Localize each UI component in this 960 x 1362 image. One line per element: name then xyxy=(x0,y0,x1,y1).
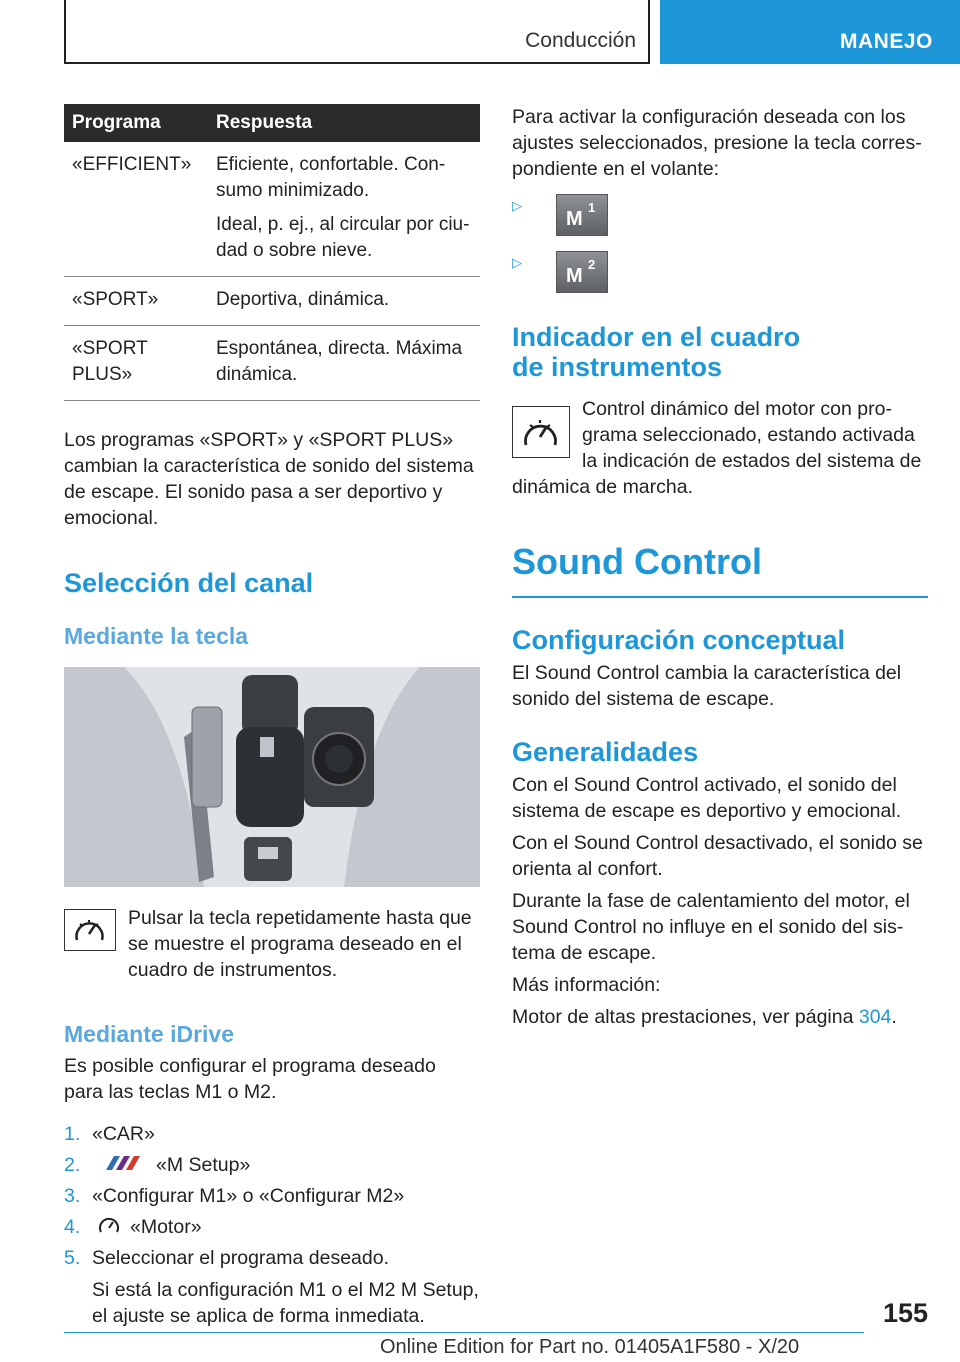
step-number: 3. xyxy=(64,1185,81,1207)
table-header-program: Programa xyxy=(64,104,208,142)
idrive-heading: Mediante iDrive xyxy=(64,1021,234,1047)
reference-end: . xyxy=(891,1006,897,1028)
m1-button-icon xyxy=(556,194,608,236)
general-heading: Generalidades xyxy=(512,737,699,767)
indicator-heading xyxy=(512,322,928,382)
left-column xyxy=(64,104,480,1334)
idrive-paragraph: Es posible configurar el programa deseado para las teclas M1 o M2. xyxy=(64,1055,436,1103)
step-text: «CAR» xyxy=(92,1123,155,1145)
general-paragraph-1: Con el Sound Control activado, el sonido del sistema de escape es deportivo y emocional. xyxy=(512,774,902,822)
programs-paragraph: Los programas «SPORT» y «SPORT PLUS» cambian la característica de sonido del sistema de escape. El sonido pasa a ser deportivo y emocional. xyxy=(64,429,474,529)
header-section: Conducción xyxy=(525,29,636,52)
step-number: 1. xyxy=(64,1123,81,1145)
concept-heading: Configuración conceptual xyxy=(512,625,846,655)
step-number: 2. xyxy=(64,1154,81,1176)
steps-list xyxy=(64,1121,480,1329)
general-paragraph-3: Durante la fase de calentamiento del motor, el Sound Control no influye en el sonido del sistema de escape. xyxy=(512,890,910,964)
list-item xyxy=(64,1121,480,1147)
m1-digit: 1 xyxy=(588,200,596,215)
table-cell-program: «EFFICIENT» xyxy=(64,142,208,277)
footer-rule xyxy=(64,1332,864,1333)
console-photo xyxy=(64,667,480,887)
table-cell-program: «SPORT» xyxy=(64,277,208,326)
m-setup-icon xyxy=(100,1152,148,1174)
table-row xyxy=(64,142,480,277)
indicator-paragraph: Control dinámico del motor con programa seleccionado, estando activada la indicación de estados del sistema de dinámica de marcha. xyxy=(512,398,922,498)
engine-gauge-icon xyxy=(96,1214,122,1236)
footer-edition: Online Edition for Part no. 01405A1F580 - X/20 xyxy=(380,1336,800,1358)
program-table xyxy=(64,104,480,401)
table-row xyxy=(64,277,480,326)
m1-letter: M xyxy=(566,208,584,230)
header-chapter-tab[interactable]: MANEJO xyxy=(660,0,960,64)
key-paragraph-block xyxy=(64,905,480,983)
reference-paragraph xyxy=(512,1004,928,1030)
triangle-bullet-icon: ▷ xyxy=(512,255,522,270)
sound-control-rule xyxy=(512,596,928,598)
step-text: «Motor» xyxy=(130,1216,202,1238)
reference-text: Motor de altas prestaciones, ver página xyxy=(512,1006,859,1028)
step-extra: Si está la configuración M1 o el M2 M Setup, el ajuste se aplica de forma inmediata. xyxy=(92,1279,479,1327)
gauge-icon xyxy=(64,909,116,951)
response-line: Eficiente, confortable. Consumo minimizado. xyxy=(216,154,446,201)
step-text-block xyxy=(92,1245,480,1329)
more-info-label: Más información: xyxy=(512,974,661,996)
step-text: Seleccionar el programa deseado. xyxy=(92,1247,390,1269)
gauge-icon-wrap xyxy=(512,406,570,461)
channel-heading: Selección del canal xyxy=(64,568,314,598)
m2-row xyxy=(512,251,928,296)
activate-paragraph: Para activar la configuración deseada con los ajustes seleccionados, presione la tecla correspondiente en el volante: xyxy=(512,106,922,180)
m2-digit: 2 xyxy=(588,257,596,272)
list-item xyxy=(64,1214,480,1240)
table-cell-response xyxy=(208,277,480,326)
gauge-icon xyxy=(512,406,570,458)
sound-control-heading: Sound Control xyxy=(512,541,762,582)
step-text: «M Setup» xyxy=(156,1154,251,1176)
list-item xyxy=(64,1152,480,1178)
m-buttons xyxy=(512,194,928,296)
key-heading: Mediante la tecla xyxy=(64,623,249,649)
table-cell-program: «SPORT PLUS» xyxy=(64,326,208,401)
m1-row xyxy=(512,194,928,239)
list-item xyxy=(64,1183,480,1209)
general-paragraph-2: Con el Sound Control desactivado, el sonido se orienta al confort. xyxy=(512,832,923,880)
response-line: Deportiva, dinámica. xyxy=(216,289,390,310)
key-paragraph: Pulsar la tecla repetidamente hasta que se muestre el programa deseado en el cuadro de instrumentos. xyxy=(128,907,472,981)
m2-letter: M xyxy=(566,265,584,287)
indicator-heading-line2: de instrumentos xyxy=(512,352,723,382)
page-reference-link[interactable]: 304 xyxy=(858,1006,892,1028)
table-cell-response xyxy=(208,142,480,277)
indicator-block xyxy=(512,396,928,500)
response-line: Espontánea, directa. Máxima dinámica. xyxy=(216,338,463,385)
table-row xyxy=(64,326,480,401)
concept-paragraph: El Sound Control cambia la característica del sonido del sistema de escape. xyxy=(512,662,902,710)
response-line: Ideal, p. ej., al circular por ciudad o sobre nieve. xyxy=(216,214,470,261)
right-column xyxy=(512,104,928,1030)
page-number: 155 xyxy=(882,1298,928,1328)
table-cell-response xyxy=(208,326,480,401)
step-number: 4. xyxy=(64,1216,81,1238)
list-item xyxy=(64,1245,480,1329)
triangle-bullet-icon: ▷ xyxy=(512,198,522,213)
table-header-response: Respuesta xyxy=(208,104,480,142)
step-text: «Configurar M1» o «Configurar M2» xyxy=(92,1185,405,1207)
gauge-icon-wrap xyxy=(64,909,116,954)
step-number: 5. xyxy=(64,1247,81,1269)
indicator-heading-line1: Indicador en el cuadro xyxy=(512,322,801,352)
m2-button-icon xyxy=(556,251,608,293)
console-illustration xyxy=(64,667,480,887)
